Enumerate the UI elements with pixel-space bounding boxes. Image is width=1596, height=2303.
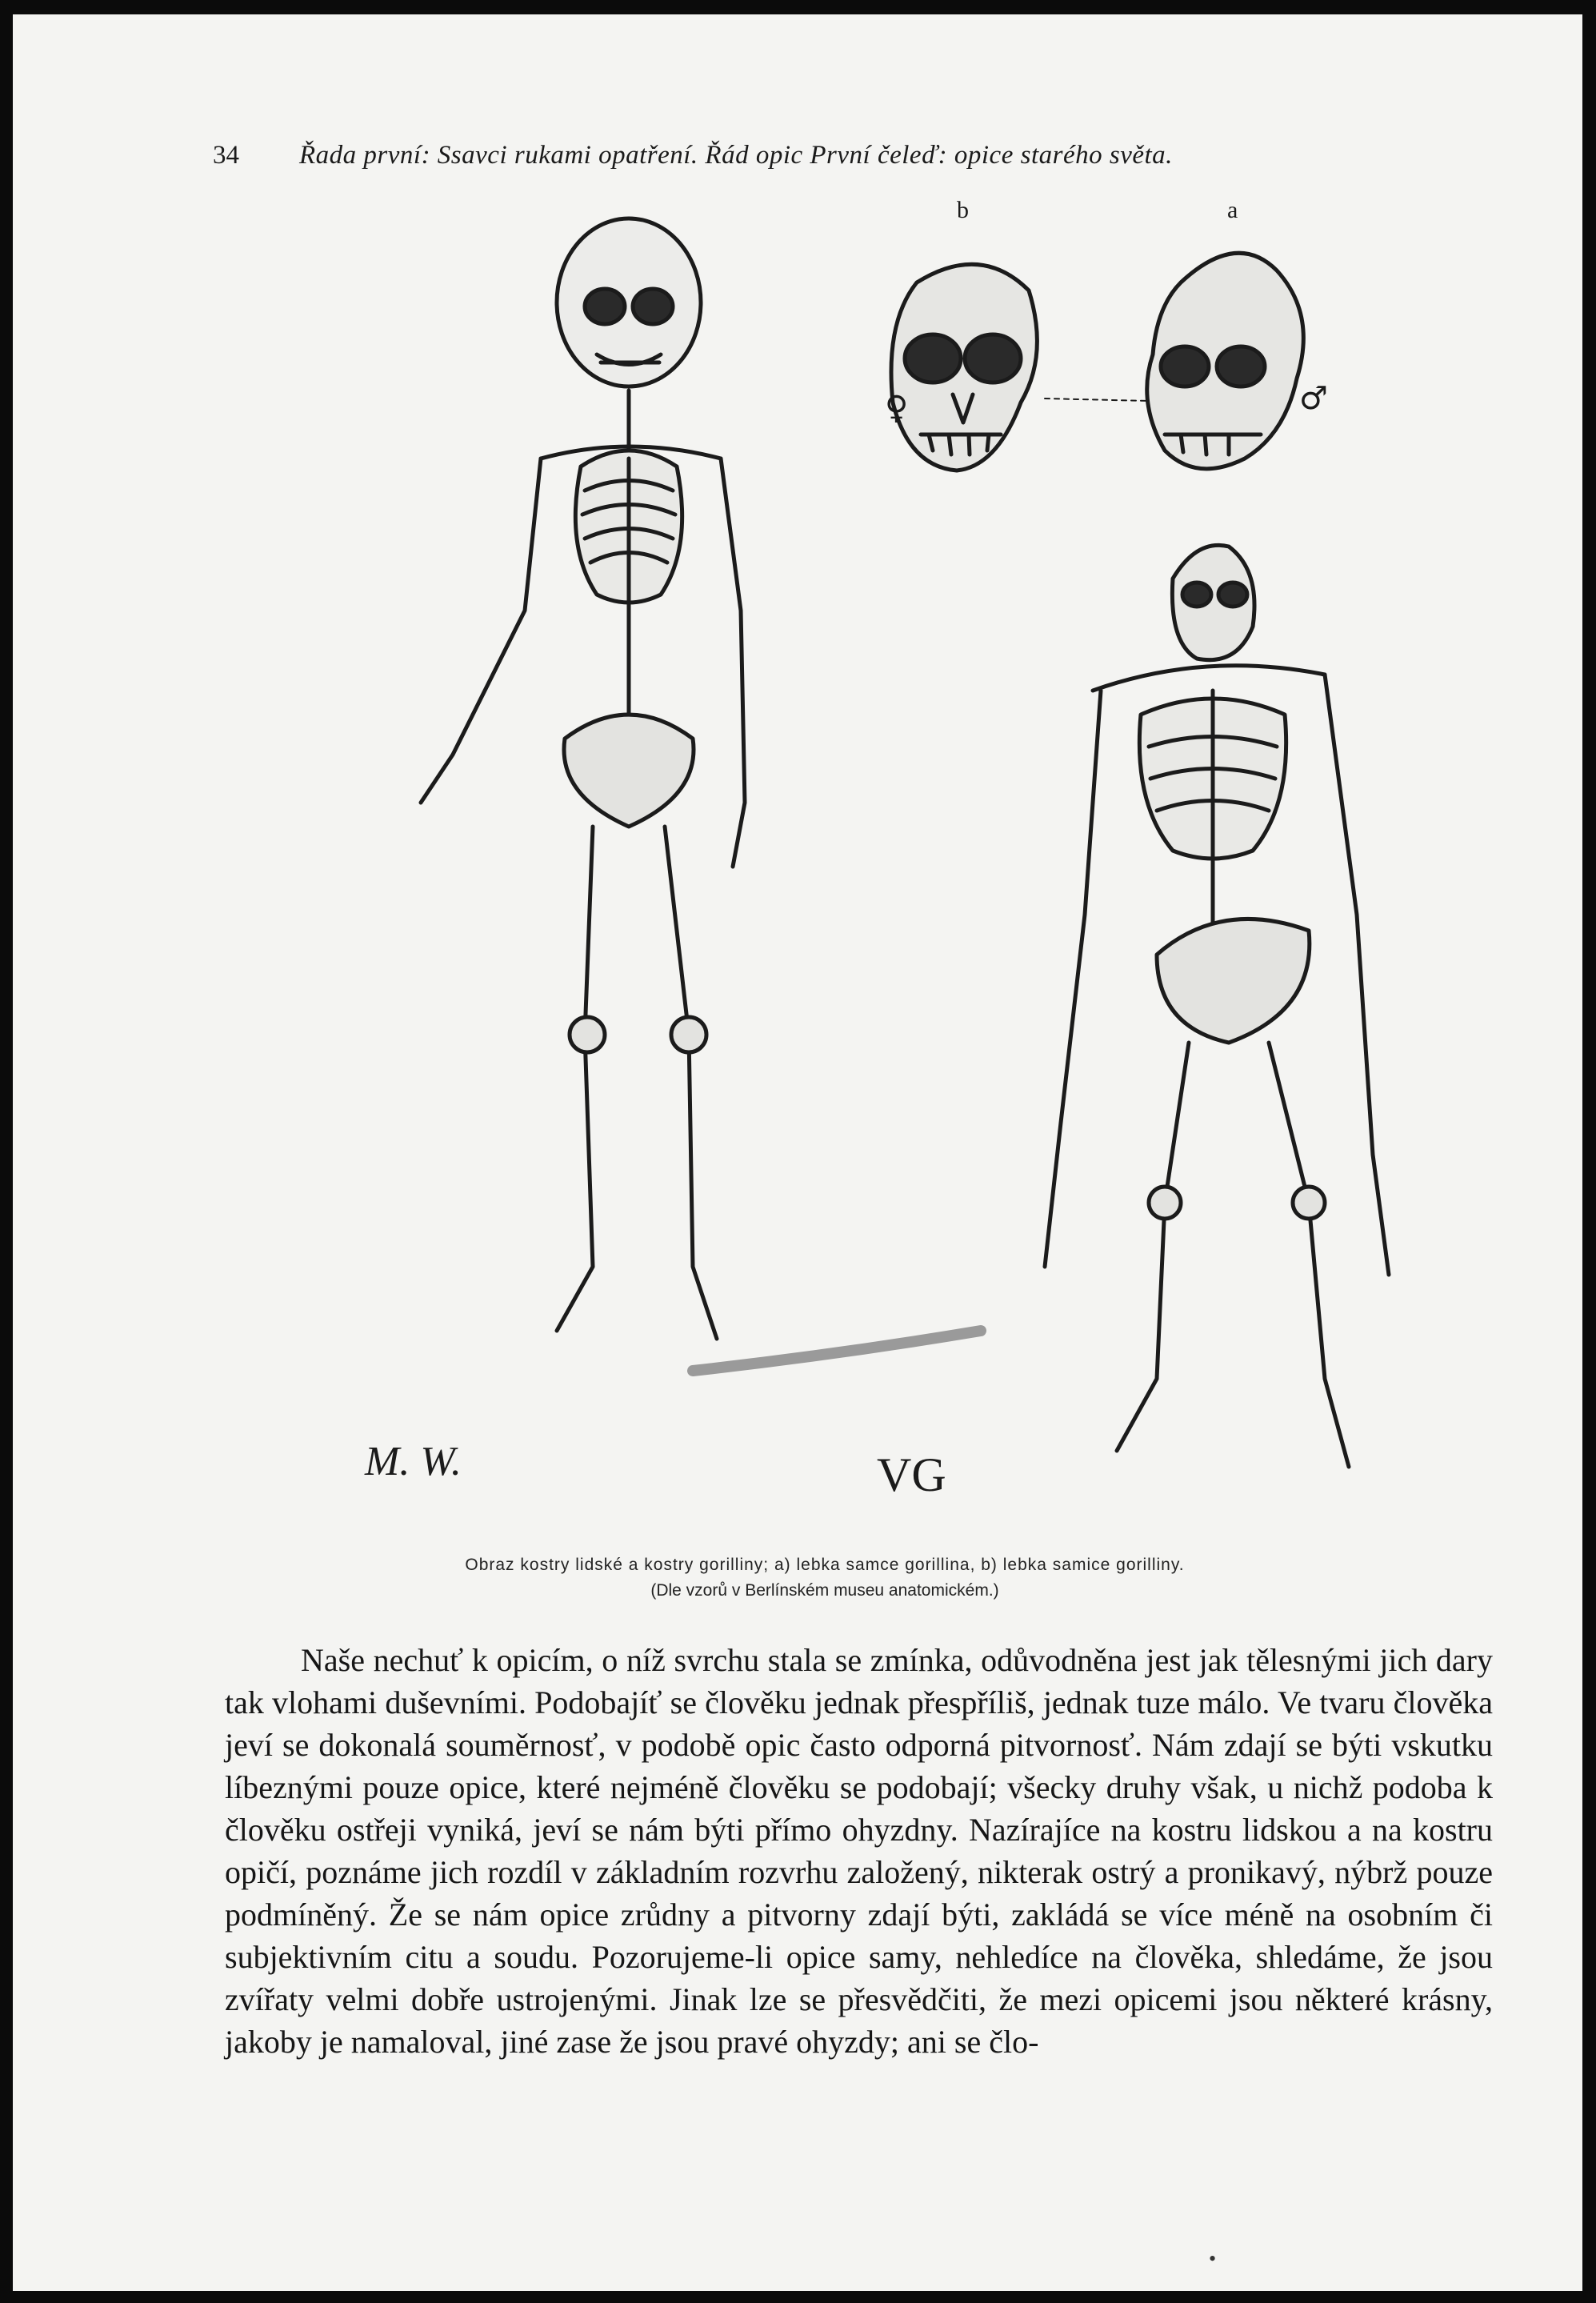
artist-signature: M. W. [365,1439,462,1484]
caption-line-1: Obraz kostry lidské a kostry gorilliny; a) lebka samce gorillina, b) lebka samice gorilliny. [465,1556,1185,1574]
male-gorilla-skull [1147,253,1304,469]
male-symbol: ♂ [1299,380,1328,417]
book-page [13,14,1582,2291]
female-gorilla-skull [891,264,1037,471]
page-number: 34 [213,141,239,170]
figure-caption [213,1552,1437,1604]
engraver-monogram: VG [877,1448,946,1501]
human-skeleton [421,218,745,1339]
body-text [225,1639,1493,2063]
body-paragraph: Naše nechuť k opicím, o níž svrchu stala se zmínka, odůvodněna jest jak tělesnými jich dary tak vlohami duševními. Podobajíť se člověku jednak přespříliš, jednak tuze málo. Ve tvaru člověka jeví se dokonalá souměrnosť, v podobě opic často odporná pitvornosť. Nám zdají se býti vskutku líbeznými pouze opice, které nejméně člověku se podobají; všecky druhy však, u nichž podoba k člověku ostřeji vyniká, jeví se nám býti přímo ohyzdny. Nazírajíce na kostru lidskou a na kostru opičí, poznáme jich rozdíl v základním rozvrhu založený, nikterak ostrý a pronikavý, nýbrž pouze podmíněný. Že se nám opice zrůdny a pitvorny zdají býti, zakládá se více méně na osobním či subjektivním citu a soudu. Pozorujeme-li opice samy, nehledíce na člověka, shledáme, že jsou zvířaty velmi dobře ustrojenými. Jinak lze se přesvědčiti, že mezi opicemi jsou některé krásny, jakoby je namaloval, jiné zase že jsou pravé ohyzdy; ani se člo- [225,1642,1493,2060]
running-head-title: Řada první: Ssavci rukami opatření. Řád opic První čeleď: opice starého světa. [299,141,1173,170]
running-head [213,134,1437,179]
page-speck: • [1209,2247,1217,2270]
female-symbol: ♀ [885,390,909,427]
skeleton-illustration [277,194,1445,1531]
figure-label-a: a [1227,197,1238,223]
figure-label-b: b [957,197,969,223]
gorilla-skeleton [1045,545,1389,1467]
caption-line-2: (Dle vzorů v Berlínském museu anatomickém.) [650,1581,999,1600]
